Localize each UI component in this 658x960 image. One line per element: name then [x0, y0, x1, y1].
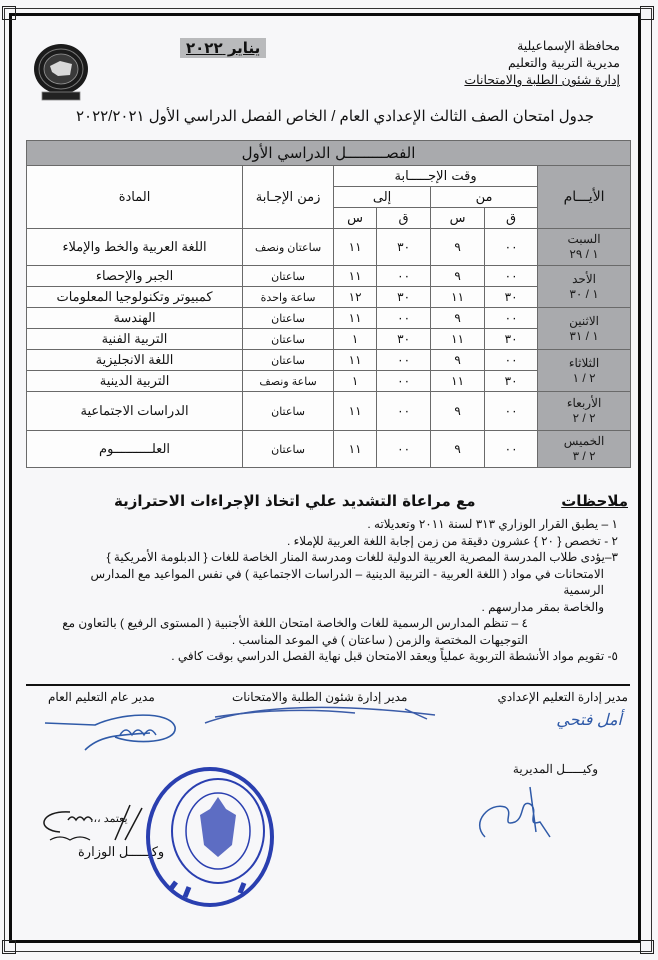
col-to-minute-header: ق — [377, 208, 431, 229]
deputy-directorate-signature-icon — [470, 782, 560, 842]
to-hour: ١٢ — [334, 287, 377, 308]
to-minute: ٣٠ — [377, 287, 431, 308]
prep-director-title: مدير إدارة التعليم الإعدادي — [497, 690, 628, 704]
subject: التربية الدينية — [27, 371, 243, 392]
to-minute: ٠٠ — [377, 308, 431, 329]
col-to-header: إلى — [334, 187, 431, 208]
table-row — [27, 392, 631, 431]
official-stamp-icon — [140, 765, 280, 915]
duration: ساعة ونصف — [243, 371, 334, 392]
page-title: جدول امتحان الصف الثالث الإعدادي العام / الخاص الفصل الدراسي الأول ٢٠٢٢/٢٠٢١ — [75, 108, 595, 125]
note-item-continuation: والخاصة بمقر مدارسهم . — [481, 599, 604, 614]
term-band-label: الفصـــــــــل الدراسي الأول — [241, 144, 416, 162]
notes-list — [58, 516, 618, 665]
approved-label: يعتمد ،،، — [90, 813, 128, 825]
to-minute: ٣٠ — [377, 229, 431, 266]
from-hour: ٩ — [431, 350, 485, 371]
to-minute: ٠٠ — [377, 431, 431, 468]
exam-schedule-table — [26, 140, 631, 468]
col-from-header: من — [431, 187, 538, 208]
to-hour: ١١ — [334, 392, 377, 431]
note-item: ٥- تقويم مواد الأنشطة التربوية عملياً ويعقد الامتحان قبل نهاية الفصل الدراسي بوقت كافي . — [171, 649, 618, 663]
from-minute: ٠٠ — [485, 431, 538, 468]
subject: كمبيوتر وتكنولوجيا المعلومات — [27, 287, 243, 308]
to-hour: ١١ — [334, 431, 377, 468]
to-hour: ١ — [334, 329, 377, 350]
to-hour: ١١ — [334, 229, 377, 266]
table-row — [27, 229, 631, 266]
from-minute: ٣٠ — [485, 371, 538, 392]
from-hour: ١١ — [431, 287, 485, 308]
day-name: الاثنين — [569, 313, 600, 328]
duration: ساعتان — [243, 266, 334, 287]
day-date: ١ / ٣١ — [569, 328, 599, 343]
note-item-continuation: التوجيهات المختصة والزمن ( ساعتان ) في الموعد المناسب . — [231, 632, 528, 647]
subject: الجبر والإحصاء — [27, 266, 243, 287]
duration: ساعة واحدة — [243, 287, 334, 308]
duration: ساعتان — [243, 350, 334, 371]
note-item: ١ – يطبق القرار الوزاري ٣١٣ لسنة ٢٠١١ وتعديلاته . — [367, 517, 618, 531]
issuer-block — [400, 38, 620, 89]
general-director-signature-icon — [40, 705, 180, 755]
duration: ساعتان — [243, 308, 334, 329]
day-name: الأربعاء — [566, 396, 602, 410]
day-cell — [538, 350, 631, 392]
from-minute: ٠٠ — [485, 266, 538, 287]
subject: اللغة العربية والخط والإملاء — [27, 229, 243, 266]
to-minute: ٠٠ — [377, 371, 431, 392]
col-days-header: الأيـــام — [538, 166, 631, 229]
signature-divider — [26, 684, 630, 686]
day-date: ١ / ٢٩ — [569, 247, 599, 261]
duration: ساعتان ونصف — [243, 229, 334, 266]
precautions-warning: مع مراعاة التشديد علي اتخاذ الإجراءات الاحترازية — [114, 492, 476, 510]
border-corner — [2, 940, 16, 954]
border-corner — [640, 6, 654, 20]
note-item: ٢ - تخصص { ٢٠ } عشرون دقيقة من زمن إجابة اللغة العربية للإملاء . — [287, 533, 618, 548]
from-hour: ٩ — [431, 266, 485, 287]
from-hour: ٩ — [431, 308, 485, 329]
to-minute: ٠٠ — [377, 266, 431, 287]
to-hour: ١١ — [334, 350, 377, 371]
notes-heading: ملاحظات — [561, 492, 628, 510]
deputy-ministry-signature-icon — [30, 800, 150, 850]
col-duration-header: زمن الإجـابة — [243, 166, 334, 229]
col-to-hour-header: س — [334, 208, 377, 229]
to-hour: ١١ — [334, 266, 377, 287]
to-hour: ١ — [334, 371, 377, 392]
ministry-logo-icon — [30, 42, 92, 104]
day-date: ١ / ٣٠ — [569, 286, 599, 301]
from-minute: ٠٠ — [485, 229, 538, 266]
from-minute: ٣٠ — [485, 329, 538, 350]
subject: العلــــــــــوم — [27, 431, 243, 468]
prep-director-signature: أمل فتحي — [556, 712, 622, 729]
from-minute: ٠٠ — [485, 308, 538, 329]
duration: ساعتان — [243, 329, 334, 350]
duration: ساعتان — [243, 431, 334, 468]
to-minute: ٠٠ — [377, 392, 431, 431]
table-row — [27, 266, 631, 287]
from-hour: ٩ — [431, 229, 485, 266]
day-cell — [538, 266, 631, 308]
from-hour: ٩ — [431, 392, 485, 431]
col-subject-header: المادة — [27, 166, 243, 229]
from-hour: ١١ — [431, 329, 485, 350]
col-from-hour-header: س — [431, 208, 485, 229]
from-minute: ٣٠ — [485, 287, 538, 308]
from-hour: ٩ — [431, 431, 485, 468]
day-cell — [538, 308, 631, 350]
directorate-label: مديرية التربية والتعليم — [507, 56, 620, 70]
day-date: ٢ / ٣ — [572, 449, 596, 463]
table-row — [27, 431, 631, 468]
to-minute: ٠٠ — [377, 350, 431, 371]
subject: التربية الفنية — [27, 329, 243, 350]
border-corner — [2, 6, 16, 20]
duration: ساعتان — [243, 392, 334, 431]
day-cell — [538, 431, 631, 468]
day-date: ٢ / ٢ — [572, 411, 596, 425]
table-row — [27, 308, 631, 329]
term-band-header — [27, 141, 631, 166]
col-from-minute-header: ق — [485, 208, 538, 229]
general-director-title: مدير عام التعليم العام — [48, 690, 155, 704]
day-cell — [538, 229, 631, 266]
border-corner — [640, 940, 654, 954]
department-label: إدارة شئون الطلبة والامتحانات — [464, 73, 620, 87]
deputy-directorate-title: وكيـــــل المديرية — [512, 762, 598, 776]
note-item: ٣–يؤدى طلاب المدرسة المصرية العربية الدولية للغات ومدرسة المنار الخاصة للغات { الدبلومة الأمريكية } — [106, 550, 618, 564]
table-row — [27, 350, 631, 371]
day-date: ٢ / ١ — [572, 370, 596, 385]
from-minute: ٠٠ — [485, 350, 538, 371]
day-name: الأحد — [572, 271, 597, 286]
deputy-ministry-title: وكيـــــل الوزارة — [78, 844, 165, 859]
col-answer-time-header: وقت الإجـــــابة — [334, 166, 538, 187]
day-name: الثلاثاء — [568, 355, 600, 370]
to-hour: ١١ — [334, 308, 377, 329]
day-name: السبت — [567, 232, 601, 246]
month-badge: يناير ٢٠٢٢ — [180, 38, 266, 58]
from-minute: ٠٠ — [485, 392, 538, 431]
day-name: الخميس — [563, 434, 605, 448]
subject: الدراسات الاجتماعية — [27, 392, 243, 431]
note-item-continuation: الامتحانات في مواد ( اللغة العربية - التربية الدينية – الدراسات الاجتماعية ) في نفس المواعيد مع المدارس الرسمية — [90, 566, 604, 597]
day-cell — [538, 392, 631, 431]
note-item: ٤ – تنظم المدارس الرسمية للغات والخاصة امتحان اللغة الأجنبية ( المستوى الرفيع ) بالتعاون مع — [62, 616, 528, 630]
from-hour: ١١ — [431, 371, 485, 392]
exams-director-title: مدير إدارة شئون الطلبة والامتحانات — [232, 690, 408, 704]
exams-director-signature-icon — [195, 695, 445, 735]
subject: اللغة الانجليزية — [27, 350, 243, 371]
governorate-label: محافظة الإسماعيلية — [517, 39, 620, 53]
to-minute: ٣٠ — [377, 329, 431, 350]
subject: الهندسة — [27, 308, 243, 329]
